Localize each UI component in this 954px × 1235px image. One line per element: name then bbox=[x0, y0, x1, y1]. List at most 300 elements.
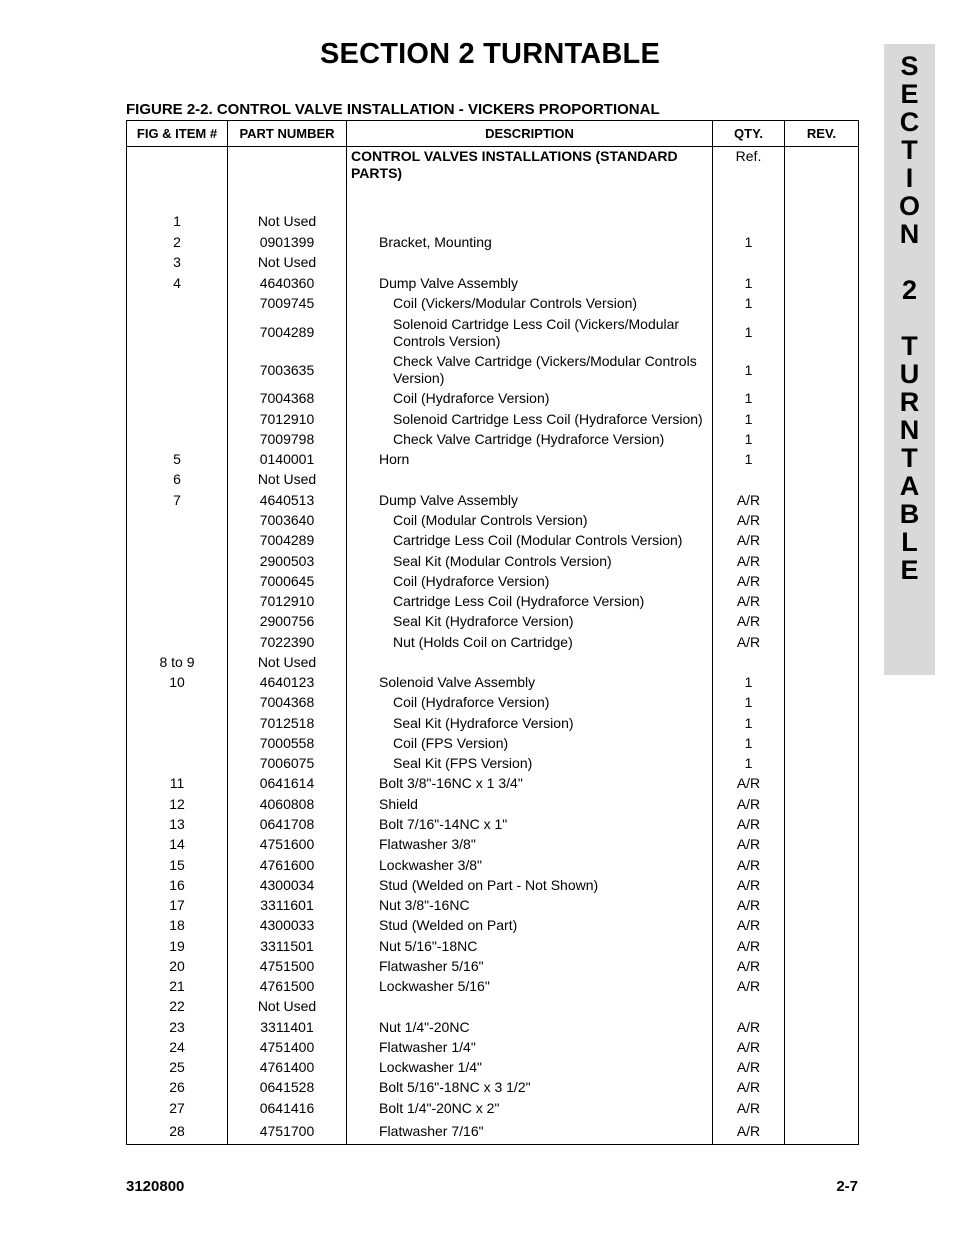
table-row bbox=[127, 572, 859, 592]
part-number-cell: 7012910 bbox=[228, 592, 347, 612]
part-number-cell: Not Used bbox=[228, 212, 347, 232]
side-tab-letter: U bbox=[899, 359, 920, 389]
part-number-cell: 4751700 bbox=[228, 1119, 347, 1145]
part-number-cell: 7004368 bbox=[228, 389, 347, 409]
qty-cell: A/R bbox=[713, 531, 785, 551]
table-row bbox=[127, 734, 859, 754]
side-tab-letter: R bbox=[899, 387, 920, 417]
description-cell bbox=[347, 450, 713, 470]
fig-item-cell bbox=[127, 693, 228, 713]
part-number-cell: 4751600 bbox=[228, 835, 347, 855]
rev-cell bbox=[785, 774, 859, 794]
qty-cell: A/R bbox=[713, 511, 785, 531]
rev-cell bbox=[785, 855, 859, 876]
description-text: Nut (Holds Coil on Cartridge) bbox=[393, 633, 573, 650]
part-number-cell: 0901399 bbox=[228, 232, 347, 253]
description-cell bbox=[347, 1017, 713, 1038]
side-tab-letter: 2 bbox=[901, 275, 918, 305]
part-number-cell: 4640360 bbox=[228, 273, 347, 294]
table-row bbox=[127, 835, 859, 855]
part-number-cell: 7009745 bbox=[228, 294, 347, 314]
table-row bbox=[127, 273, 859, 294]
side-tab-letter: T bbox=[901, 135, 918, 165]
qty-cell: A/R bbox=[713, 957, 785, 977]
part-number-cell: 3311501 bbox=[228, 936, 347, 957]
header-qty: QTY. bbox=[713, 121, 785, 147]
fig-item-cell: 5 bbox=[127, 450, 228, 470]
qty-cell: A/R bbox=[713, 572, 785, 592]
rev-cell bbox=[785, 551, 859, 572]
rev-cell bbox=[785, 896, 859, 916]
description-text: Flatwasher 1/4" bbox=[379, 1039, 476, 1055]
rev-cell bbox=[785, 1058, 859, 1078]
description-text: Coil (FPS Version) bbox=[393, 735, 509, 751]
qty-cell: A/R bbox=[713, 977, 785, 997]
parts-table bbox=[126, 120, 859, 1145]
part-number-cell: 7006075 bbox=[228, 754, 347, 774]
fig-item-cell bbox=[127, 754, 228, 774]
table-row bbox=[127, 470, 859, 490]
table-row bbox=[127, 997, 859, 1017]
part-number-cell: 7000558 bbox=[228, 734, 347, 754]
description-cell bbox=[347, 916, 713, 936]
part-number-cell: 7004289 bbox=[228, 314, 347, 352]
part-number-cell: 7012910 bbox=[228, 409, 347, 430]
part-number-cell bbox=[228, 147, 347, 212]
description-text: Bolt 5/16"-18NC x 3 1/2" bbox=[379, 1079, 531, 1095]
fig-item-cell: 21 bbox=[127, 977, 228, 997]
description-cell bbox=[347, 653, 713, 673]
fig-item-cell: 4 bbox=[127, 273, 228, 294]
description-text: Coil (Vickers/Modular Controls Version) bbox=[393, 295, 638, 311]
description-cell bbox=[347, 977, 713, 997]
description-text: Solenoid Cartridge Less Coil (Hydraforce Version) bbox=[393, 410, 703, 427]
qty-cell: A/R bbox=[713, 774, 785, 794]
part-number-cell: Not Used bbox=[228, 997, 347, 1017]
qty-cell: 1 bbox=[713, 693, 785, 713]
description-text: Coil (Modular Controls Version) bbox=[393, 512, 588, 528]
table-row bbox=[127, 1017, 859, 1038]
qty-cell: A/R bbox=[713, 936, 785, 957]
qty-cell: A/R bbox=[713, 794, 785, 815]
part-number-cell: 4751400 bbox=[228, 1038, 347, 1058]
rev-cell bbox=[785, 835, 859, 855]
description-text: Stud (Welded on Part) bbox=[379, 917, 518, 933]
qty-cell: A/R bbox=[713, 916, 785, 936]
table-row bbox=[127, 774, 859, 794]
part-number-cell: 4300033 bbox=[228, 916, 347, 936]
part-number-cell: 4640513 bbox=[228, 490, 347, 511]
qty-cell: 1 bbox=[713, 430, 785, 450]
rev-cell bbox=[785, 253, 859, 273]
table-row bbox=[127, 450, 859, 470]
rev-cell bbox=[785, 1119, 859, 1145]
table-row bbox=[127, 490, 859, 511]
fig-item-cell bbox=[127, 294, 228, 314]
table-header-row bbox=[127, 121, 859, 147]
description-text: Nut 5/16"-18NC bbox=[379, 937, 478, 954]
rev-cell bbox=[785, 815, 859, 835]
description-cell bbox=[347, 774, 713, 794]
table-row bbox=[127, 430, 859, 450]
qty-cell: A/R bbox=[713, 612, 785, 632]
description-cell bbox=[347, 511, 713, 531]
fig-item-cell: 19 bbox=[127, 936, 228, 957]
table-row bbox=[127, 653, 859, 673]
table-row bbox=[127, 147, 859, 212]
fig-item-cell: 2 bbox=[127, 232, 228, 253]
description-cell bbox=[347, 957, 713, 977]
fig-item-cell: 24 bbox=[127, 1038, 228, 1058]
description-cell bbox=[347, 794, 713, 815]
qty-cell: A/R bbox=[713, 835, 785, 855]
qty-cell bbox=[713, 997, 785, 1017]
part-number-cell: 4751500 bbox=[228, 957, 347, 977]
part-number-cell: 7004289 bbox=[228, 531, 347, 551]
description-cell bbox=[347, 1119, 713, 1145]
fig-item-cell bbox=[127, 314, 228, 352]
table-row bbox=[127, 957, 859, 977]
table-row bbox=[127, 876, 859, 896]
rev-cell bbox=[785, 632, 859, 653]
description-cell bbox=[347, 713, 713, 734]
side-tab-letter: L bbox=[901, 527, 918, 557]
qty-cell: A/R bbox=[713, 1098, 785, 1119]
description-text: Stud (Welded on Part - Not Shown) bbox=[379, 877, 599, 893]
table-row bbox=[127, 896, 859, 916]
description-cell bbox=[347, 592, 713, 612]
fig-item-cell bbox=[127, 592, 228, 612]
qty-cell: A/R bbox=[713, 551, 785, 572]
description-cell bbox=[347, 409, 713, 430]
table-row bbox=[127, 713, 859, 734]
fig-item-cell: 25 bbox=[127, 1058, 228, 1078]
description-text: Nut 3/8"-16NC bbox=[379, 897, 470, 913]
fig-item-cell: 6 bbox=[127, 470, 228, 490]
rev-cell bbox=[785, 673, 859, 693]
part-number-cell: 7022390 bbox=[228, 632, 347, 653]
fig-item-cell: 14 bbox=[127, 835, 228, 855]
table-row bbox=[127, 253, 859, 273]
table-row bbox=[127, 531, 859, 551]
qty-cell: A/R bbox=[713, 490, 785, 511]
table-row bbox=[127, 612, 859, 632]
rev-cell bbox=[785, 314, 859, 352]
qty-cell: A/R bbox=[713, 855, 785, 876]
rev-cell bbox=[785, 212, 859, 232]
table-row bbox=[127, 632, 859, 653]
part-number-cell: 0641416 bbox=[228, 1098, 347, 1119]
fig-item-cell bbox=[127, 430, 228, 450]
qty-cell: A/R bbox=[713, 1058, 785, 1078]
table-row bbox=[127, 855, 859, 876]
rev-cell bbox=[785, 470, 859, 490]
description-cell bbox=[347, 734, 713, 754]
fig-item-cell bbox=[127, 572, 228, 592]
qty-cell: A/R bbox=[713, 896, 785, 916]
part-number-cell: 7003635 bbox=[228, 352, 347, 389]
side-tab-letter: E bbox=[900, 79, 919, 109]
description-text: Flatwasher 5/16" bbox=[379, 958, 484, 974]
fig-item-cell: 7 bbox=[127, 490, 228, 511]
description-text: Dump Valve Assembly bbox=[379, 491, 519, 508]
description-cell bbox=[347, 997, 713, 1017]
side-tab-letter: B bbox=[899, 499, 920, 529]
qty-cell: A/R bbox=[713, 876, 785, 896]
rev-cell bbox=[785, 916, 859, 936]
description-cell bbox=[347, 572, 713, 592]
description-cell bbox=[347, 835, 713, 855]
description-text: Seal Kit (Hydraforce Version) bbox=[393, 613, 574, 629]
table-row bbox=[127, 314, 859, 352]
table-row bbox=[127, 1078, 859, 1098]
header-part-number: PART NUMBER bbox=[228, 121, 347, 147]
part-number-cell: 0641614 bbox=[228, 774, 347, 794]
description-cell bbox=[347, 253, 713, 273]
qty-cell: 1 bbox=[713, 273, 785, 294]
fig-item-cell: 23 bbox=[127, 1017, 228, 1038]
fig-item-cell bbox=[127, 734, 228, 754]
description-cell bbox=[347, 389, 713, 409]
description-text: Seal Kit (FPS Version) bbox=[393, 755, 533, 771]
description-cell bbox=[347, 352, 713, 389]
table-row bbox=[127, 1038, 859, 1058]
qty-cell: 1 bbox=[713, 673, 785, 693]
description-text: Flatwasher 3/8" bbox=[379, 836, 476, 852]
fig-item-cell: 1 bbox=[127, 212, 228, 232]
description-cell bbox=[347, 673, 713, 693]
qty-cell bbox=[713, 212, 785, 232]
part-number-cell: Not Used bbox=[228, 653, 347, 673]
header-fig-item: FIG & ITEM # bbox=[127, 121, 228, 147]
part-number-cell: 4060808 bbox=[228, 794, 347, 815]
description-text: Seal Kit (Modular Controls Version) bbox=[393, 552, 612, 569]
qty-cell: 1 bbox=[713, 314, 785, 352]
rev-cell bbox=[785, 273, 859, 294]
description-text: CONTROL VALVES INSTALLATIONS (STANDARD PARTS) bbox=[351, 148, 678, 181]
description-cell bbox=[347, 294, 713, 314]
description-cell bbox=[347, 693, 713, 713]
description-cell bbox=[347, 212, 713, 232]
side-tab-letter: E bbox=[900, 555, 919, 585]
rev-cell bbox=[785, 389, 859, 409]
table-row bbox=[127, 409, 859, 430]
rev-cell bbox=[785, 352, 859, 389]
fig-item-cell: 28 bbox=[127, 1119, 228, 1145]
fig-item-cell: 12 bbox=[127, 794, 228, 815]
description-cell bbox=[347, 1038, 713, 1058]
description-text: Bracket, Mounting bbox=[379, 233, 492, 250]
side-tab-letter: A bbox=[899, 471, 920, 501]
description-cell bbox=[347, 470, 713, 490]
fig-item-cell bbox=[127, 612, 228, 632]
rev-cell bbox=[785, 294, 859, 314]
fig-item-cell bbox=[127, 147, 228, 212]
fig-item-cell: 11 bbox=[127, 774, 228, 794]
fig-item-cell: 13 bbox=[127, 815, 228, 835]
rev-cell bbox=[785, 876, 859, 896]
fig-item-cell: 20 bbox=[127, 957, 228, 977]
description-text: Horn bbox=[379, 451, 410, 467]
description-text: Bolt 1/4"-20NC x 2" bbox=[379, 1099, 500, 1116]
description-cell bbox=[347, 1098, 713, 1119]
table-row bbox=[127, 673, 859, 693]
part-number-cell: 3311601 bbox=[228, 896, 347, 916]
description-cell bbox=[347, 896, 713, 916]
fig-item-cell: 17 bbox=[127, 896, 228, 916]
description-text: Check Valve Cartridge (Hydraforce Version) bbox=[393, 431, 665, 447]
table-row bbox=[127, 1058, 859, 1078]
table-row bbox=[127, 511, 859, 531]
rev-cell bbox=[785, 612, 859, 632]
rev-cell bbox=[785, 977, 859, 997]
header-description: DESCRIPTION bbox=[347, 121, 713, 147]
rev-cell bbox=[785, 531, 859, 551]
page-title: SECTION 2 TURNTABLE bbox=[320, 38, 660, 70]
fig-item-cell: 26 bbox=[127, 1078, 228, 1098]
qty-cell: 1 bbox=[713, 352, 785, 389]
fig-item-cell: 27 bbox=[127, 1098, 228, 1119]
description-text: Seal Kit (Hydraforce Version) bbox=[393, 714, 574, 731]
description-cell bbox=[347, 147, 713, 212]
qty-cell: Ref. bbox=[713, 147, 785, 212]
part-number-cell: 4761400 bbox=[228, 1058, 347, 1078]
table-row bbox=[127, 1119, 859, 1145]
table-row bbox=[127, 352, 859, 389]
description-text: Dump Valve Assembly bbox=[379, 274, 519, 291]
fig-item-cell bbox=[127, 531, 228, 551]
qty-cell: 1 bbox=[713, 389, 785, 409]
description-cell bbox=[347, 612, 713, 632]
part-number-cell: 7009798 bbox=[228, 430, 347, 450]
part-number-cell: 7004368 bbox=[228, 693, 347, 713]
header-rev: REV. bbox=[785, 121, 859, 147]
table-row bbox=[127, 294, 859, 314]
description-cell bbox=[347, 815, 713, 835]
rev-cell bbox=[785, 936, 859, 957]
part-number-cell: 4761600 bbox=[228, 855, 347, 876]
part-number-cell: 4640123 bbox=[228, 673, 347, 693]
description-cell bbox=[347, 490, 713, 511]
part-number-cell: 0641528 bbox=[228, 1078, 347, 1098]
table-row bbox=[127, 815, 859, 835]
rev-cell bbox=[785, 592, 859, 612]
description-cell bbox=[347, 273, 713, 294]
part-number-cell: 2900756 bbox=[228, 612, 347, 632]
description-text: Check Valve Cartridge (Vickers/Modular Controls Version) bbox=[393, 353, 697, 386]
description-text: Coil (Hydraforce Version) bbox=[393, 694, 550, 710]
rev-cell bbox=[785, 754, 859, 774]
description-cell bbox=[347, 531, 713, 551]
qty-cell: A/R bbox=[713, 592, 785, 612]
parts-table-body bbox=[127, 147, 859, 1145]
rev-cell bbox=[785, 1038, 859, 1058]
qty-cell: A/R bbox=[713, 1078, 785, 1098]
fig-item-cell: 8 to 9 bbox=[127, 653, 228, 673]
fig-item-cell bbox=[127, 713, 228, 734]
description-cell bbox=[347, 632, 713, 653]
side-tab-letter: C bbox=[899, 107, 920, 137]
fig-item-cell bbox=[127, 409, 228, 430]
side-tab-letter: O bbox=[898, 191, 920, 221]
qty-cell bbox=[713, 253, 785, 273]
qty-cell: 1 bbox=[713, 294, 785, 314]
part-number-cell: 4761500 bbox=[228, 977, 347, 997]
description-text: Solenoid Cartridge Less Coil (Vickers/Modular Controls Version) bbox=[393, 315, 680, 349]
part-number-cell: 4300034 bbox=[228, 876, 347, 896]
qty-cell: A/R bbox=[713, 1119, 785, 1145]
fig-item-cell bbox=[127, 352, 228, 389]
qty-cell: 1 bbox=[713, 734, 785, 754]
side-tab-letter: N bbox=[899, 415, 920, 445]
rev-cell bbox=[785, 409, 859, 430]
page-number: 2-7 bbox=[836, 1178, 858, 1195]
fig-item-cell: 16 bbox=[127, 876, 228, 896]
rev-cell bbox=[785, 1098, 859, 1119]
side-tab-letter: I bbox=[905, 163, 914, 193]
description-cell bbox=[347, 314, 713, 352]
description-text: Lockwasher 3/8" bbox=[379, 856, 483, 873]
manual-number: 3120800 bbox=[126, 1178, 185, 1195]
table-row bbox=[127, 592, 859, 612]
description-cell bbox=[347, 430, 713, 450]
description-text: Shield bbox=[379, 795, 418, 812]
fig-item-cell: 22 bbox=[127, 997, 228, 1017]
fig-item-cell: 15 bbox=[127, 855, 228, 876]
qty-cell: A/R bbox=[713, 1017, 785, 1038]
table-row bbox=[127, 232, 859, 253]
side-tab-letter: T bbox=[901, 331, 918, 361]
table-row bbox=[127, 936, 859, 957]
part-number-cell: 7000645 bbox=[228, 572, 347, 592]
qty-cell: 1 bbox=[713, 754, 785, 774]
fig-item-cell bbox=[127, 511, 228, 531]
table-row bbox=[127, 977, 859, 997]
description-text: Lockwasher 1/4" bbox=[379, 1059, 483, 1075]
section-side-tab bbox=[884, 44, 935, 675]
table-row bbox=[127, 551, 859, 572]
rev-cell bbox=[785, 653, 859, 673]
part-number-cell: 7012518 bbox=[228, 713, 347, 734]
rev-cell bbox=[785, 734, 859, 754]
qty-cell bbox=[713, 470, 785, 490]
rev-cell bbox=[785, 794, 859, 815]
rev-cell bbox=[785, 713, 859, 734]
rev-cell bbox=[785, 430, 859, 450]
description-cell bbox=[347, 232, 713, 253]
qty-cell: 1 bbox=[713, 713, 785, 734]
qty-cell: 1 bbox=[713, 232, 785, 253]
qty-cell: 1 bbox=[713, 450, 785, 470]
part-number-cell: 0140001 bbox=[228, 450, 347, 470]
rev-cell bbox=[785, 1017, 859, 1038]
qty-cell: A/R bbox=[713, 815, 785, 835]
rev-cell bbox=[785, 450, 859, 470]
description-text: Nut 1/4"-20NC bbox=[379, 1018, 470, 1035]
table-row bbox=[127, 212, 859, 232]
table-row bbox=[127, 1098, 859, 1119]
table-row bbox=[127, 389, 859, 409]
qty-cell: A/R bbox=[713, 1038, 785, 1058]
rev-cell bbox=[785, 490, 859, 511]
rev-cell bbox=[785, 572, 859, 592]
table-row bbox=[127, 794, 859, 815]
table-row bbox=[127, 916, 859, 936]
description-cell bbox=[347, 551, 713, 572]
rev-cell bbox=[785, 957, 859, 977]
side-tab-letters bbox=[884, 52, 935, 584]
rev-cell bbox=[785, 147, 859, 212]
